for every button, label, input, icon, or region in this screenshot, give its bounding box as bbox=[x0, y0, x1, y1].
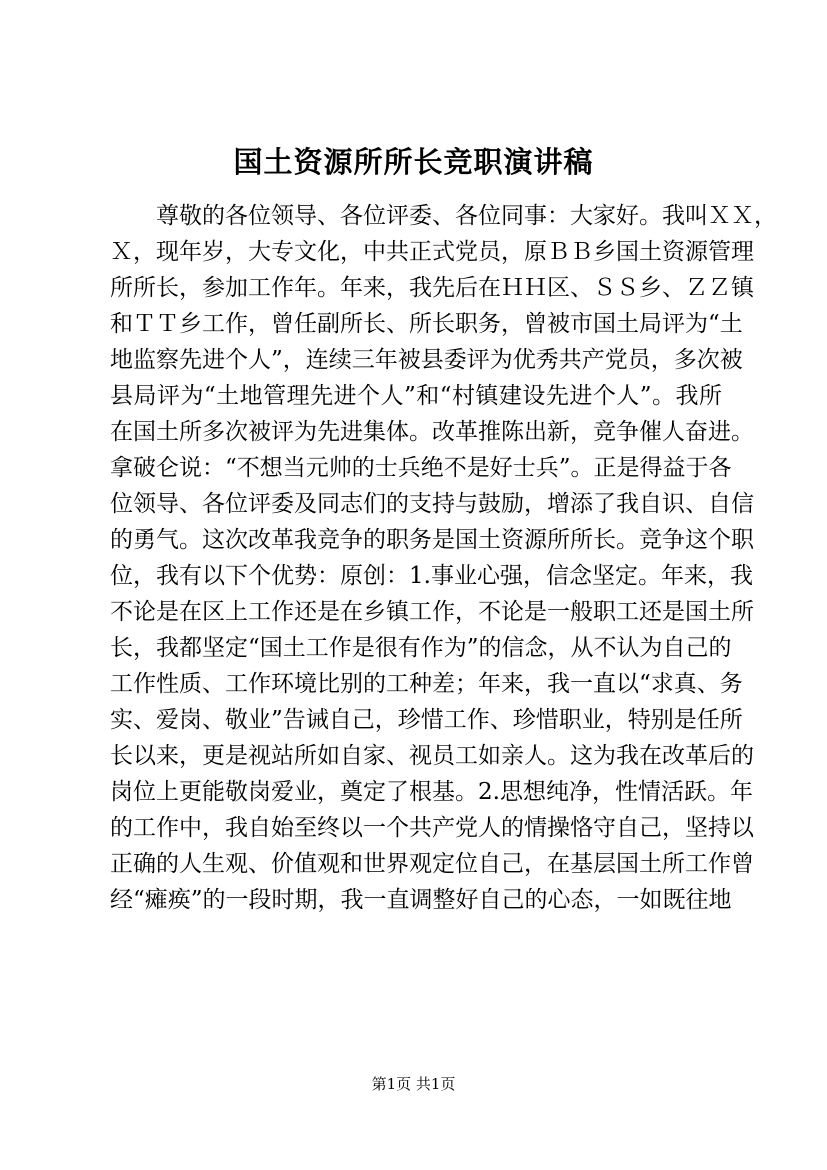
body-line: 在国土所多次被评为先进集体。改革推陈出新，竞争催人奋进。 bbox=[110, 419, 754, 445]
body-line: 拿破仑说：“不想当元帅的士兵绝不是好士兵”。正是得益于各 bbox=[110, 455, 732, 481]
body-line: 所所长，参加工作年。年来，我先后在ＨＨ区、ＳＳ乡、ＺＺ镇 bbox=[110, 275, 754, 301]
body-line: 经“瘫痪”的一段时期，我一直调整好自己的心态，一如既往地 bbox=[110, 887, 732, 913]
body-line: 地监察先进个人”，连续三年被县委评为优秀共产党员，多次被 bbox=[110, 347, 743, 373]
body-line: 尊敬的各位领导、各位评委、各位同事：大家好。我叫ＸＸ， bbox=[156, 203, 777, 229]
document-title: 国土资源所所长竞职演讲稿 bbox=[233, 145, 594, 179]
body-line: 和ＴＴ乡工作，曾任副所长、所长职务，曾被市国土局评为“土 bbox=[110, 311, 743, 337]
body-line: 工作性质、工作环境比别的工种差；年来，我一直以“求真、务 bbox=[110, 671, 743, 697]
body-line: 实、爱岗、敬业”告诫自己，珍惜工作、珍惜职业，特别是任所 bbox=[110, 707, 743, 733]
body-line: 位，我有以下个优势：原创：1.事业心强，信念坚定。年来，我 bbox=[110, 563, 753, 589]
body-line: 的工作中，我自始至终以一个共产党人的情操恪守自己，坚持以 bbox=[110, 815, 754, 841]
body-line: Ｘ，现年岁，大专文化，中共正式党员，原ＢＢ乡国土资源管理 bbox=[110, 239, 754, 265]
body-line: 位领导、各位评委及同志们的支持与鼓励，增添了我自识、自信 bbox=[110, 491, 754, 517]
page-footer: 第1页 共1页 bbox=[371, 1075, 456, 1093]
body-line: 长，我都坚定“国土工作是很有作为”的信念，从不认为自己的 bbox=[110, 635, 732, 661]
body-line: 不论是在区上工作还是在乡镇工作，不论是一般职工还是国土所 bbox=[110, 599, 754, 625]
body-line: 县局评为“土地管理先进个人”和“村镇建设先进个人”。我所 bbox=[110, 383, 722, 409]
body-line: 的勇气。这次改革我竞争的职务是国土资源所所长。竞争这个职 bbox=[110, 527, 754, 553]
body-line: 岗位上更能敬岗爱业，奠定了根基。2.思想纯净，性情活跃。年 bbox=[110, 779, 753, 805]
body-line: 正确的人生观、价值观和世界观定位自己，在基层国土所工作曾 bbox=[110, 851, 754, 877]
body-line: 长以来，更是视站所如自家、视员工如亲人。这为我在改革后的 bbox=[110, 743, 754, 769]
